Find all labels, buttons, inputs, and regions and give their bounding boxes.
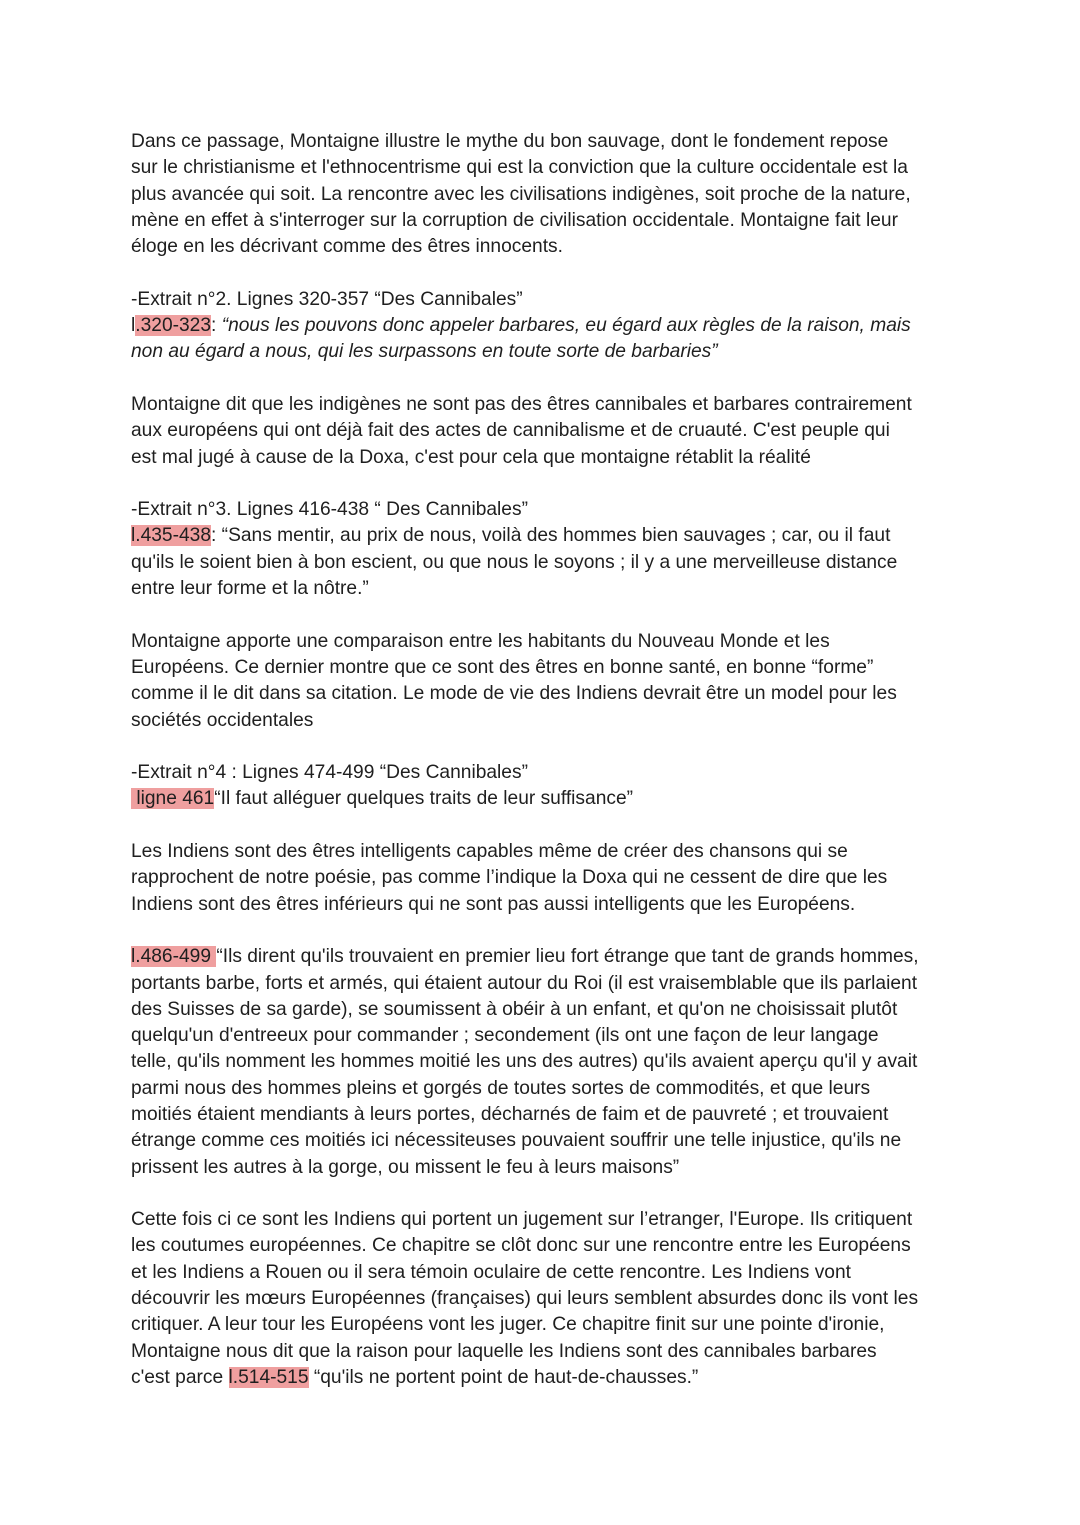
text-line: Cette fois ci ce sont les Indiens qui portent un jugement sur l’etranger, l'Europe. Ils critiquent (131, 1209, 913, 1231)
extract-5-quote (131, 944, 961, 1181)
line-reference-highlight: .320-323 (135, 315, 212, 337)
extract-heading: -Extrait n°4 : Lignes 474-499 “Des Cannibales” (131, 762, 528, 784)
extract-quote-line (131, 313, 961, 339)
paragraph-intro (131, 129, 961, 260)
text-line: rapprochent de notre poésie, pas comme l’indique la Doxa qui ne cessent de dire que les (131, 867, 888, 889)
quote-text: “qu'ils ne portent point de haut-de-chausses.” (308, 1366, 699, 1388)
text-line: est mal jugé à cause de la Doxa, c'est pour cela que montaigne rétablit la réalité (131, 446, 811, 468)
extract-quote-line (131, 786, 961, 812)
quote-text: étrange comme ces moitiés ici nécessiteuses pouvaient souffrir une telle injustice, qu'ils ne (131, 1130, 902, 1152)
text-line: plus avancée qui soit. La rencontre avec les civilisations indigènes, soit proche de la nature, (131, 183, 911, 205)
text-line: Européens. Ce dernier montre que ce sont des êtres en bonne santé, en bonne “forme” (131, 656, 874, 678)
text-line: Indiens sont des êtres inférieurs qui ne sont pas aussi intelligents que les Européens. (131, 893, 856, 915)
extract-4 (131, 760, 961, 813)
quote-text: prissent les autres à la gorge, ou missent le feu à leurs maisons” (131, 1156, 680, 1178)
paragraph-commentary-4 (131, 839, 961, 918)
text-line: critiquer. A leur tour les Européens vont les juger. Ce chapitre finit sur une pointe d'ironie, (131, 1314, 885, 1336)
extract-2 (131, 287, 961, 366)
paragraph-commentary-3 (131, 629, 961, 734)
text-line: éloge en les décrivant comme des êtres innocents. (131, 236, 563, 258)
document-page (131, 129, 961, 1418)
text-line: les coutumes européennes. Ce chapitre se clôt donc sur une rencontre entre les Européens (131, 1235, 911, 1257)
extract-quote-line (131, 523, 961, 549)
quote-text: des Suisses de sa garde), se soumissent à obéir à un enfant, et qu'on ne choisissait plutôt (131, 998, 898, 1020)
text-line: aux européens qui ont déjà fait des actes de cannibalisme et de cruauté. C'est peuple qui (131, 420, 890, 442)
text-line: sur le christianisme et l'ethnocentrisme qui est la conviction que la culture occidentale est la (131, 157, 908, 179)
extract-heading: -Extrait n°3. Lignes 416-438 “ Des Cannibales” (131, 499, 528, 521)
line-reference-highlight: ligne 461 (131, 788, 215, 810)
text-line: Montaigne apporte une comparaison entre les habitants du Nouveau Monde et les (131, 630, 830, 652)
line-reference-highlight: l.486-499 (131, 946, 217, 968)
quote-text: quelqu'un d'entreeux pour commander ; secondement (ils ont une façon de leur langage (131, 1025, 879, 1047)
text-line: Les Indiens sont des êtres intelligents capables même de créer des chansons qui se (131, 841, 848, 863)
quote-text: portants barbe, forts et armés, qui étaient autour du Roi (il est vraisemblable que ils parlaient (131, 972, 918, 994)
text-line: Montaigne nous dit que la raison pour laquelle les Indiens sont des cannibales barbares (131, 1340, 877, 1362)
quote-text: “nous les pouvons donc appeler barbares, eu égard aux règles de la raison, mais (221, 315, 911, 337)
text-line: mène en effet à s'interroger sur la corruption de civilisation occidentale. Montaigne fait leur (131, 209, 898, 231)
text-line: sociétés occidentales (131, 709, 314, 731)
paragraph-conclusion (131, 1207, 961, 1391)
text-line: et les Indiens a Rouen ou il sera témoin oculaire de cette rencontre. Les Indiens vont (131, 1261, 851, 1283)
text-fragment: c'est parce (131, 1366, 229, 1388)
quote-text: entre leur forme et la nôtre.” (131, 578, 369, 600)
extract-heading: -Extrait n°2. Lignes 320-357 “Des Cannibales” (131, 288, 523, 310)
line-reference-highlight: l.435-438 (131, 525, 212, 547)
ref-separator: : (211, 315, 222, 337)
quote-text: qu'ils le soient bien à bon escient, ou que nous le soyons ; il y a une merveilleuse distance (131, 551, 898, 573)
text-line (131, 1365, 961, 1391)
extract-3 (131, 497, 961, 602)
line-reference-highlight: l.514-515 (228, 1366, 309, 1388)
text-line: comme il le dit dans sa citation. Le mode de vie des Indiens devrait être un model pour les (131, 683, 897, 705)
text-line: Montaigne dit que les indigènes ne sont pas des êtres cannibales et barbares contrairement (131, 393, 912, 415)
extract-quote-line (131, 944, 961, 970)
text-line: découvrir les mœurs Européennes (françaises) qui leurs semblent absurdes donc ils vont les (131, 1288, 919, 1310)
quote-text: parmi nous des hommes pleins et gorgés de toutes sortes de commodités, et que leurs (131, 1077, 871, 1099)
quote-text: : “Sans mentir, au prix de nous, voilà des hommes bien sauvages ; car, ou il faut (211, 525, 891, 547)
quote-text: telle, qu'ils nomment les hommes moitié les uns des autres) qu'ils avaient aperçu qu'il y avait (131, 1051, 918, 1073)
quote-text: “Il faut alléguer quelques traits de leur suffisance” (214, 788, 634, 810)
paragraph-commentary-2 (131, 392, 961, 471)
line-ref-prefix: l (131, 315, 136, 337)
quote-text: non au égard a nous, qui les surpassons en toute sorte de barbaries” (131, 341, 718, 363)
quote-text: moitiés étaient mendiants à leurs portes, décharnés de faim et de pauvreté ; et trouvaient (131, 1103, 889, 1125)
quote-text: “Ils dirent qu'ils trouvaient en premier lieu fort étrange que tant de grands hommes, (216, 946, 919, 968)
text-line: Dans ce passage, Montaigne illustre le mythe du bon sauvage, dont le fondement repose (131, 131, 889, 152)
